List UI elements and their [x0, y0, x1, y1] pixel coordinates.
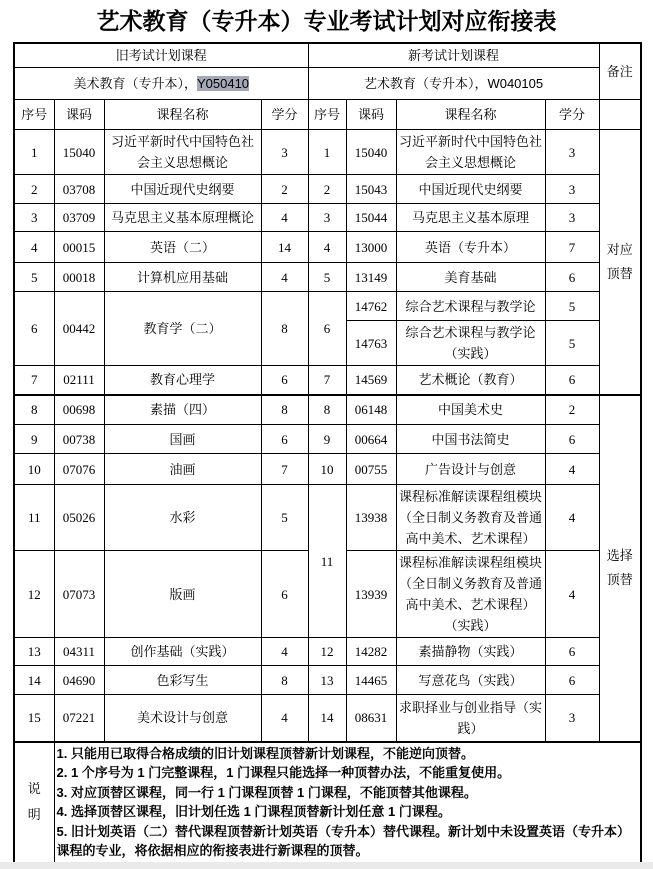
old-course-credit: 14 — [261, 232, 308, 263]
old-course-name: 计算机应用基础 — [104, 263, 261, 292]
remark-select-cell: 选择顶替 — [599, 395, 641, 742]
new-course-code: 06148 — [346, 395, 396, 425]
table-row — [14, 366, 641, 395]
old-course-no: 14 — [14, 666, 54, 695]
old-course-credit: 8 — [261, 666, 308, 695]
new-course-no: 9 — [308, 425, 346, 454]
old-course-no: 13 — [14, 638, 54, 666]
col-header-no-new: 序号 — [308, 100, 346, 130]
old-course-name: 习近平新时代中国特色社会主义思想概论 — [104, 130, 261, 175]
col-header-no-old: 序号 — [14, 100, 54, 130]
new-course-code: 13000 — [346, 232, 396, 263]
old-course-credit: 6 — [261, 366, 308, 395]
old-course-name: 版画 — [104, 551, 261, 638]
new-course-credit: 7 — [545, 232, 599, 263]
new-course-credit: 3 — [545, 175, 599, 204]
new-course-code: 08631 — [346, 695, 396, 742]
note-item: 2. 1 个序号为 1 门完整课程，1 门课程只能选择一种顶替办法，不能重复使用。 — [56, 765, 511, 780]
new-course-name: 英语（专升本） — [396, 232, 545, 263]
new-course-no: 4 — [308, 232, 346, 263]
new-course-code: 15044 — [346, 204, 396, 232]
table-row — [14, 425, 641, 454]
new-course-credit: 5 — [545, 292, 599, 321]
new-course-code: 14569 — [346, 366, 396, 395]
old-course-credit: 6 — [261, 425, 308, 454]
new-course-credit: 4 — [545, 454, 599, 485]
table-row — [14, 485, 641, 551]
old-course-no: 3 — [14, 204, 54, 232]
new-course-code: 14762 — [346, 292, 396, 321]
old-course-code: 07076 — [54, 454, 104, 485]
new-course-credit: 5 — [545, 321, 599, 366]
old-course-name: 中国近现代史纲要 — [104, 175, 261, 204]
old-course-name: 教育心理学 — [104, 366, 261, 395]
new-course-credit: 6 — [545, 263, 599, 292]
old-course-no: 5 — [14, 263, 54, 292]
notes-label-cell: 说明 — [14, 742, 54, 863]
col-header-credit-new: 学分 — [545, 100, 599, 130]
old-course-credit: 2 — [261, 175, 308, 204]
new-course-name: 习近平新时代中国特色社会主义思想概论 — [396, 130, 545, 175]
old-course-credit: 8 — [261, 395, 308, 425]
old-course-credit: 8 — [261, 292, 308, 366]
old-course-code: 15040 — [54, 130, 104, 175]
new-course-name: 中国书法简史 — [396, 425, 545, 454]
new-plan-header: 新考试计划课程 — [308, 43, 599, 68]
old-course-credit: 5 — [261, 485, 308, 551]
new-course-name: 美育基础 — [396, 263, 545, 292]
old-course-name: 素描（四） — [104, 395, 261, 425]
col-header-credit-old: 学分 — [261, 100, 308, 130]
new-course-credit: 6 — [545, 366, 599, 395]
remark-correspond-cell: 对应顶替 — [599, 130, 641, 395]
new-course-no: 1 — [308, 130, 346, 175]
table-row — [14, 638, 641, 666]
old-course-code: 03709 — [54, 204, 104, 232]
new-course-no: 7 — [308, 366, 346, 395]
new-course-code: 15043 — [346, 175, 396, 204]
table-row — [14, 292, 641, 321]
old-course-code: 05026 — [54, 485, 104, 551]
new-course-code: 13938 — [346, 485, 396, 551]
new-course-code: 00755 — [346, 454, 396, 485]
new-course-name: 课程标准解读课程组模块（全日制义务教育及普通高中美术、艺术课程）（实践） — [396, 551, 545, 638]
table-row — [14, 666, 641, 695]
table-row — [14, 395, 641, 425]
old-course-credit: 4 — [261, 638, 308, 666]
table-row — [14, 454, 641, 485]
new-course-no: 8 — [308, 395, 346, 425]
old-course-code: 00015 — [54, 232, 104, 263]
new-course-no: 6 — [308, 292, 346, 366]
new-course-name: 中国美术史 — [396, 395, 545, 425]
table-row — [14, 130, 641, 175]
new-course-credit: 2 — [545, 395, 599, 425]
old-course-credit: 4 — [261, 263, 308, 292]
notes-cell — [54, 742, 641, 863]
old-course-no: 8 — [14, 395, 54, 425]
table-row — [14, 232, 641, 263]
new-course-code: 14282 — [346, 638, 396, 666]
old-course-credit: 4 — [261, 204, 308, 232]
old-major-text: 美术教育（专升本）， — [73, 76, 197, 91]
old-course-no: 10 — [14, 454, 54, 485]
old-course-code: 00698 — [54, 395, 104, 425]
old-course-name: 国画 — [104, 425, 261, 454]
new-course-name: 素描静物（实践） — [396, 638, 545, 666]
new-course-credit: 4 — [545, 551, 599, 638]
old-course-code: 07221 — [54, 695, 104, 742]
selected-major-code: Y050410 — [196, 76, 250, 91]
new-course-credit: 6 — [545, 425, 599, 454]
new-course-no: 11 — [308, 485, 346, 638]
new-course-name: 求职择业与创业指导（实践） — [396, 695, 545, 742]
new-course-name: 中国近现代史纲要 — [396, 175, 545, 204]
new-course-name: 综合艺术课程与教学论 — [396, 292, 545, 321]
remark-header: 备注 — [599, 43, 641, 100]
old-course-code: 04690 — [54, 666, 104, 695]
new-course-credit: 3 — [545, 695, 599, 742]
new-course-name: 艺术概论（教育） — [396, 366, 545, 395]
new-course-name: 课程标准解读课程组模块（全日制义务教育及普通高中美术、艺术课程） — [396, 485, 545, 551]
new-course-code: 13149 — [346, 263, 396, 292]
old-course-credit: 3 — [261, 130, 308, 175]
new-course-credit: 6 — [545, 666, 599, 695]
new-course-no: 14 — [308, 695, 346, 742]
old-course-no: 2 — [14, 175, 54, 204]
old-course-no: 9 — [14, 425, 54, 454]
old-course-name: 色彩写生 — [104, 666, 261, 695]
new-course-name: 广告设计与创意 — [396, 454, 545, 485]
old-plan-header: 旧考试计划课程 — [14, 43, 308, 68]
old-course-name: 马克思主义基本原理概论 — [104, 204, 261, 232]
new-course-no: 2 — [308, 175, 346, 204]
old-course-credit: 4 — [261, 695, 308, 742]
new-course-no: 3 — [308, 204, 346, 232]
new-course-credit: 4 — [545, 485, 599, 551]
table-row — [14, 263, 641, 292]
table-row — [14, 695, 641, 742]
new-course-code: 00664 — [346, 425, 396, 454]
page-bottom-strip — [0, 862, 653, 869]
old-course-name: 教育学（二） — [104, 292, 261, 366]
new-course-credit: 6 — [545, 638, 599, 666]
table-row — [14, 204, 641, 232]
old-course-no: 15 — [14, 695, 54, 742]
old-course-no: 4 — [14, 232, 54, 263]
old-course-code: 00442 — [54, 292, 104, 366]
old-course-name: 水彩 — [104, 485, 261, 551]
col-header-name-new: 课程名称 — [396, 100, 545, 130]
new-course-no: 10 — [308, 454, 346, 485]
new-course-credit: 3 — [545, 204, 599, 232]
old-course-code: 00738 — [54, 425, 104, 454]
remark-empty-cell — [599, 100, 641, 130]
old-course-code: 02111 — [54, 366, 104, 395]
new-course-name: 写意花鸟（实践） — [396, 666, 545, 695]
old-course-no: 6 — [14, 292, 54, 366]
new-course-code: 13939 — [346, 551, 396, 638]
old-course-code: 04311 — [54, 638, 104, 666]
old-course-code: 03708 — [54, 175, 104, 204]
note-item: 4. 选择顶替区课程，旧计划任选 1 门课程顶替新计划任意 1 门课程。 — [56, 804, 451, 819]
new-course-code: 15040 — [346, 130, 396, 175]
new-course-code: 14465 — [346, 666, 396, 695]
old-course-no: 12 — [14, 551, 54, 638]
col-header-code-new: 课码 — [346, 100, 396, 130]
note-item: 5. 旧计划英语（二）替代课程顶替新计划英语（专升本）替代课程。新计划中未设置英语（专升本）课程的专业，将依据相应的衔接表进行新课程的顶替。 — [56, 823, 630, 858]
col-header-name-old: 课程名称 — [104, 100, 261, 130]
new-course-code: 14763 — [346, 321, 396, 366]
old-course-code: 07073 — [54, 551, 104, 638]
new-course-no: 13 — [308, 666, 346, 695]
page-title: 艺术教育（专升本）专业考试计划对应衔接表 — [96, 8, 557, 34]
old-course-code: 00018 — [54, 263, 104, 292]
notes-row — [14, 742, 641, 863]
old-course-name: 油画 — [104, 454, 261, 485]
old-course-name: 英语（二） — [104, 232, 261, 263]
table-row — [14, 175, 641, 204]
new-course-no: 12 — [308, 638, 346, 666]
old-course-no: 11 — [14, 485, 54, 551]
old-course-no: 7 — [14, 366, 54, 395]
note-item: 1. 只能用已取得合格成绩的旧计划课程顶替新计划课程，不能逆向顶替。 — [56, 745, 474, 761]
new-course-credit: 3 — [545, 130, 599, 175]
old-course-no: 1 — [14, 130, 54, 175]
col-header-code-old: 课码 — [54, 100, 104, 130]
new-course-name: 综合艺术课程与教学论（实践） — [396, 321, 545, 366]
new-course-name: 马克思主义基本原理 — [396, 204, 545, 232]
course-table — [13, 42, 642, 864]
new-course-no: 5 — [308, 263, 346, 292]
note-item: 3. 对应顶替区课程，同一行 1 门课程顶替 1 门课程，不能顶替其他课程。 — [56, 784, 477, 800]
old-course-name: 创作基础（实践） — [104, 638, 261, 666]
new-major-cell: 艺术教育（专升本），W040105 — [308, 68, 599, 100]
old-major-cell — [14, 68, 308, 100]
old-course-credit: 7 — [261, 454, 308, 485]
old-course-credit: 6 — [261, 551, 308, 638]
old-course-name: 美术设计与创意 — [104, 695, 261, 742]
